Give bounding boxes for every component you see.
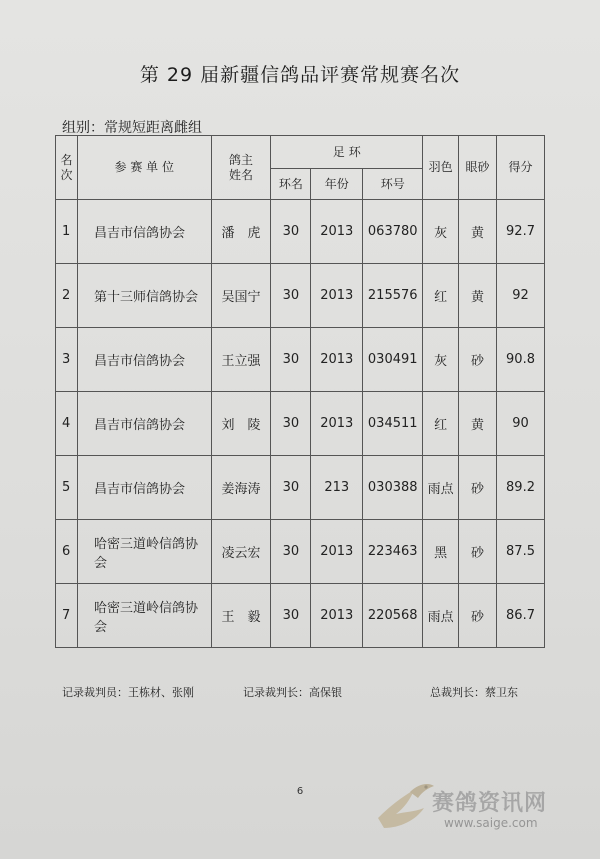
cell-eye: 砂	[459, 456, 497, 520]
cell-ring-name: 30	[271, 328, 311, 392]
cell-feather: 灰	[423, 328, 459, 392]
cell-eye: 砂	[459, 584, 497, 648]
cell-year: 2013	[311, 328, 363, 392]
cell-feather: 雨点	[423, 456, 459, 520]
cell-org: 昌吉市信鸽协会	[77, 328, 211, 392]
cell-rank: 6	[56, 520, 78, 584]
cell-year: 213	[311, 456, 363, 520]
cell-rank: 4	[56, 392, 78, 456]
page-title: 第 29 届新疆信鸽品评赛常规赛名次	[139, 64, 461, 86]
cell-rank: 1	[56, 200, 78, 264]
cell-ring-name: 30	[271, 584, 311, 648]
cell-ring-name: 30	[271, 200, 311, 264]
cell-ring-no: 215576	[363, 264, 423, 328]
cell-ring-no: 063780	[363, 200, 423, 264]
cell-org: 哈密三道岭信鸽协会	[77, 520, 211, 584]
table-row	[56, 584, 545, 648]
site-watermark	[370, 778, 570, 838]
cell-feather: 红	[423, 392, 459, 456]
cell-ring-no: 030388	[363, 456, 423, 520]
cell-year: 2013	[311, 264, 363, 328]
header-foot-ring: 足 环	[271, 136, 423, 169]
cell-ring-name: 30	[271, 520, 311, 584]
table-row	[56, 520, 545, 584]
cell-score: 90.8	[497, 328, 545, 392]
footer-chief-recorder: 记录裁判长：高保银	[243, 686, 342, 699]
table-row	[56, 200, 545, 264]
footer-recorders: 记录裁判员：王栋材、张刚	[62, 686, 194, 699]
cell-eye: 砂	[459, 328, 497, 392]
group-label: 组别：常规短距离雌组	[62, 120, 202, 136]
cell-score: 87.5	[497, 520, 545, 584]
cell-org: 昌吉市信鸽协会	[77, 456, 211, 520]
table-row	[56, 392, 545, 456]
cell-year: 2013	[311, 392, 363, 456]
cell-rank: 5	[56, 456, 78, 520]
cell-owner: 王 毅	[211, 584, 271, 648]
cell-rank: 3	[56, 328, 78, 392]
cell-feather: 灰	[423, 200, 459, 264]
cell-year: 2013	[311, 200, 363, 264]
cell-org: 昌吉市信鸽协会	[77, 392, 211, 456]
cell-feather: 雨点	[423, 584, 459, 648]
cell-ring-no: 034511	[363, 392, 423, 456]
cell-score: 92.7	[497, 200, 545, 264]
cell-ring-name: 30	[271, 264, 311, 328]
footer-chief-referee: 总裁判长：蔡卫东	[430, 686, 518, 699]
cell-rank: 7	[56, 584, 78, 648]
cell-org: 第十三师信鸽协会	[77, 264, 211, 328]
header-eye: 眼砂	[459, 136, 497, 200]
cell-score: 92	[497, 264, 545, 328]
cell-owner: 吴国宁	[211, 264, 271, 328]
header-ring-name: 环名	[271, 169, 311, 200]
watermark-text: 赛鸽资讯网	[432, 791, 548, 816]
header-feather: 羽色	[423, 136, 459, 200]
cell-score: 90	[497, 392, 545, 456]
cell-ring-name: 30	[271, 392, 311, 456]
cell-owner: 潘 虎	[211, 200, 271, 264]
cell-year: 2013	[311, 520, 363, 584]
header-org: 参 赛 单 位	[77, 136, 211, 200]
cell-org: 昌吉市信鸽协会	[77, 200, 211, 264]
cell-score: 89.2	[497, 456, 545, 520]
page-number: 6	[296, 786, 304, 797]
table-row	[56, 328, 545, 392]
cell-ring-no: 223463	[363, 520, 423, 584]
header-owner: 鸽主 姓名	[211, 136, 271, 200]
watermark-url: www.saige.com	[444, 816, 538, 830]
header-year: 年份	[311, 169, 363, 200]
cell-org: 哈密三道岭信鸽协会	[77, 584, 211, 648]
table-row	[56, 456, 545, 520]
header-score: 得分	[497, 136, 545, 200]
cell-eye: 砂	[459, 520, 497, 584]
ranking-table	[55, 135, 545, 648]
cell-ring-name: 30	[271, 456, 311, 520]
cell-owner: 王立强	[211, 328, 271, 392]
cell-owner: 刘 陵	[211, 392, 271, 456]
table-header-row	[56, 136, 545, 169]
cell-ring-no: 030491	[363, 328, 423, 392]
table-row	[56, 264, 545, 328]
cell-owner: 凌云宏	[211, 520, 271, 584]
pigeon-logo-icon	[370, 778, 440, 836]
cell-eye: 黄	[459, 200, 497, 264]
cell-eye: 黄	[459, 264, 497, 328]
cell-feather: 红	[423, 264, 459, 328]
cell-feather: 黑	[423, 520, 459, 584]
cell-rank: 2	[56, 264, 78, 328]
cell-eye: 黄	[459, 392, 497, 456]
cell-score: 86.7	[497, 584, 545, 648]
cell-ring-no: 220568	[363, 584, 423, 648]
header-ring-no: 环号	[363, 169, 423, 200]
header-rank: 名 次	[56, 136, 78, 200]
cell-owner: 姜海涛	[211, 456, 271, 520]
cell-year: 2013	[311, 584, 363, 648]
